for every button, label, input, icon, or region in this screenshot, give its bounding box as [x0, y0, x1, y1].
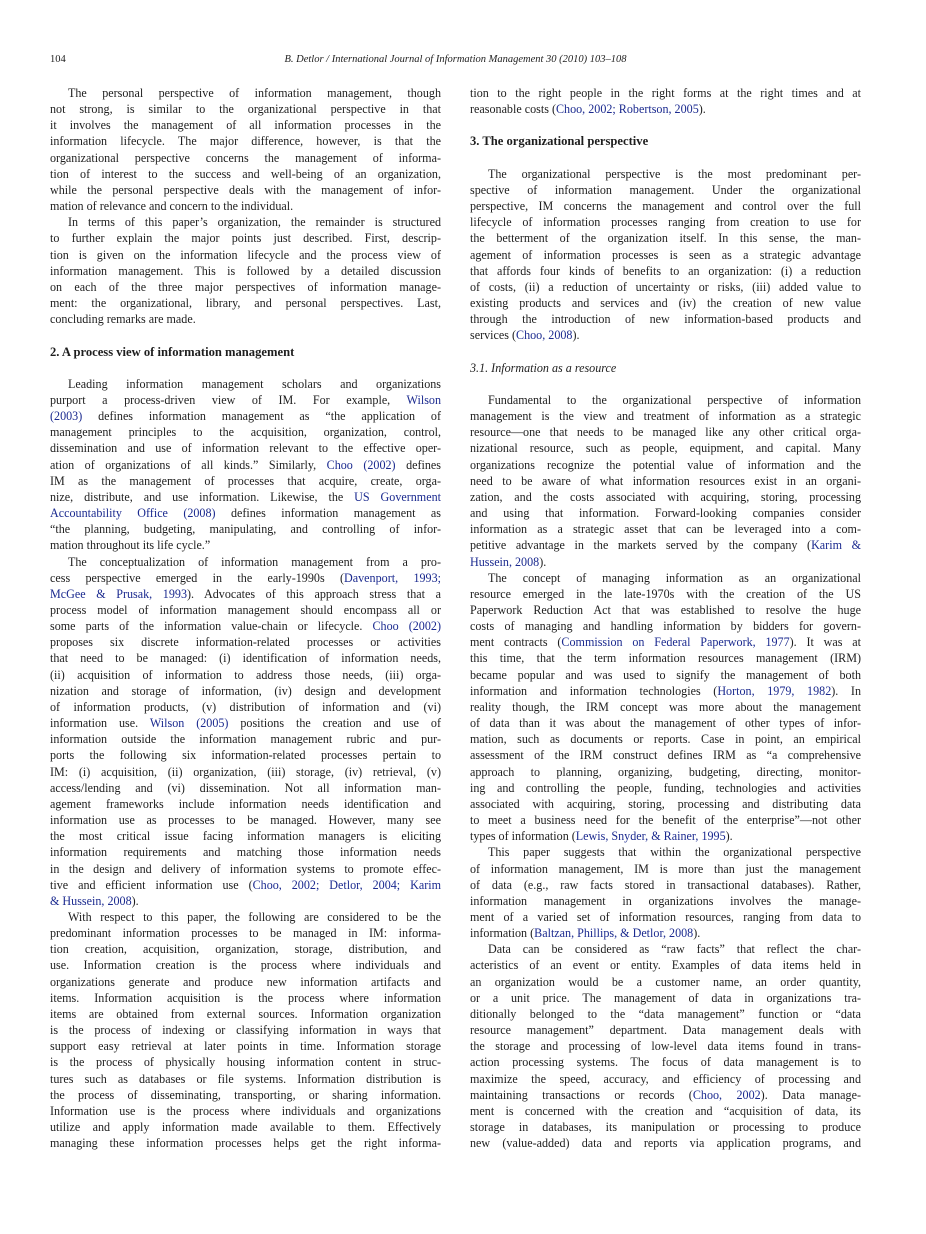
text-line: [470, 554, 861, 570]
text-line: [50, 586, 441, 602]
text-segment: ).: [539, 554, 547, 569]
text-line: [50, 85, 441, 101]
text-segment: tures such as databases or file systems. Information distribution is: [50, 1071, 441, 1086]
text-line: [50, 392, 441, 408]
text-line: [50, 1103, 441, 1119]
citation-link[interactable]: Wilson (2005): [149, 716, 229, 731]
text-segment: the most critical issue facing information managers is eliciting: [50, 829, 441, 844]
text-segment: tive and efficient information use (: [50, 877, 253, 892]
text-segment: ).: [131, 893, 139, 908]
text-segment: ).: [698, 102, 706, 117]
text-segment: new (value-added) data and reports via application programs, and: [470, 1136, 861, 1151]
text-line: [50, 117, 441, 133]
text-segment: ). Advocates of this approach stress that a: [187, 586, 442, 601]
text-line: [50, 861, 441, 877]
text-line: [470, 634, 861, 650]
text-line: [470, 198, 861, 214]
text-segment: spective of information management. Under the organizational: [470, 182, 861, 197]
citation-link[interactable]: McGee & Prusak, 1993: [50, 586, 187, 601]
text-segment: maintaining transactions or records (: [470, 1087, 693, 1102]
text-segment: approach to planning, organizing, budgeting, directing, monitor-: [470, 764, 861, 779]
text-line: [470, 828, 861, 844]
text-segment: not strong, is similar to the organizational perspective in that: [50, 102, 441, 117]
text-segment: “the planning, budgeting, manipulating, and controlling of infor-: [50, 522, 441, 537]
citation-link[interactable]: Choo (2002): [372, 619, 441, 634]
text-segment: of data (e.g., raw facts stored in transactional databases). Rather,: [470, 877, 861, 892]
text-line: [50, 230, 441, 246]
text-line: [470, 521, 861, 537]
text-line: [470, 1038, 861, 1054]
text-line: [50, 554, 441, 570]
citation-link[interactable]: Accountability Office (2008): [50, 506, 216, 521]
text-segment: to meet a business need for the benefit of the enterprise”—not other: [470, 813, 861, 828]
text-segment: information and information technologies (: [470, 683, 718, 698]
text-segment: action processing systems. The focus of data management is to: [470, 1055, 861, 1070]
text-segment: This paper suggests that within the organizational perspective: [488, 845, 861, 860]
citation-link[interactable]: (2003): [50, 409, 83, 424]
text-segment: became popular and was used to signify the management of both: [470, 667, 861, 682]
text-segment: managing these information processes helps get the right informa-: [50, 1136, 441, 1151]
text-segment: and using that information. Forward-looking companies consider: [470, 506, 861, 521]
text-line: [470, 877, 861, 893]
text-segment: costs of managing and handling information by bidders for govern-: [470, 619, 861, 634]
text-line: [50, 990, 441, 1006]
text-line: [470, 796, 861, 812]
text-line: [470, 85, 861, 101]
text-segment: dissemination and use of information relevant to the effective oper-: [50, 441, 441, 456]
text-segment: With respect to this paper, the following are considered to be the: [68, 909, 441, 924]
text-segment: cess perspective emerged in the early-1990s (: [50, 570, 345, 585]
blank-line: [50, 327, 441, 343]
text-line: [470, 440, 861, 456]
citation-link[interactable]: Hussein, 2008: [470, 554, 540, 569]
text-segment: of costs, (ii) a reduction of uncertainty or risks, (iii) added value to: [470, 279, 861, 294]
text-line: [470, 780, 861, 796]
text-line: [470, 473, 861, 489]
text-line: [470, 699, 861, 715]
text-segment: information management in organizations involves the manage-: [470, 893, 861, 908]
text-line: [470, 764, 861, 780]
text-segment: use. Information creation is the process where individuals and: [50, 958, 441, 973]
text-segment: organizations recognize the potential value of information and the: [470, 457, 861, 472]
paragraph: [470, 570, 861, 845]
text-line: [50, 570, 441, 586]
text-segment: ).: [572, 328, 580, 343]
text-line: [50, 1022, 441, 1038]
citation-link[interactable]: Lewis, Snyder, & Rainer, 1995: [575, 829, 726, 844]
text-segment: Paperwork Reduction Act that was established to resolve the huge: [470, 603, 861, 617]
text-line: [470, 408, 861, 424]
text-segment: of information management, IM is more than just the management: [470, 861, 861, 876]
text-line: [470, 650, 861, 666]
text-segment: positions the creation and use of: [228, 716, 441, 731]
text-line: [50, 537, 441, 553]
text-line: [470, 295, 861, 311]
text-segment: The organizational perspective is the most predominant per-: [488, 166, 861, 181]
section-heading: 3. The organizational perspective: [470, 134, 649, 149]
text-segment: ports the following six information-related processes pertain to: [50, 748, 441, 763]
text-line: [50, 683, 441, 699]
text-line: [50, 166, 441, 182]
paragraph: [470, 392, 861, 570]
text-segment: of information products, (v) distribution of information and (vi): [50, 699, 441, 714]
text-line: [50, 715, 441, 731]
text-segment: in the design and delivery of information systems to promote effec-: [50, 861, 441, 876]
text-segment: organizations generate and produce new information artifacts and: [50, 974, 441, 989]
paragraph: [50, 376, 441, 554]
citation-link[interactable]: Wilson: [406, 392, 441, 407]
text-line: [470, 214, 861, 230]
text-line: [50, 457, 441, 473]
text-segment: maximize the speed, accuracy, and efficiency of processing and: [470, 1071, 861, 1086]
text-line: [50, 602, 441, 618]
text-segment: ment of a varied set of information resources, ranging from data to: [470, 909, 861, 924]
paragraph: [470, 941, 861, 1151]
citation-link[interactable]: Horton, 1979, 1982: [717, 683, 832, 698]
text-segment: ation of organizations of all kinds.” Similarly,: [50, 457, 327, 472]
text-segment: information requirements and matching those information needs: [50, 845, 441, 860]
text-segment: reality though, the IRM concept was more about the management: [470, 699, 861, 714]
blank-line: [470, 117, 861, 133]
text-line: [50, 505, 441, 521]
text-line: [50, 974, 441, 990]
citation-link[interactable]: Choo, 2002; Robertson, 2005: [555, 102, 699, 117]
text-segment: defines: [395, 457, 441, 472]
text-segment: organizational perspective concerns the management of informa-: [50, 150, 441, 165]
text-line: [50, 408, 441, 424]
text-line: [470, 812, 861, 828]
text-segment: ).: [693, 926, 701, 941]
text-segment: purport a process-driven view of IM. For example,: [50, 392, 407, 407]
text-segment: the process of disseminating, transporting, or sharing information.: [50, 1087, 441, 1102]
text-line: [50, 618, 441, 634]
text-segment: information use.: [50, 716, 150, 731]
text-line: [50, 780, 441, 796]
text-segment: acteristics of an event or entity. Examples of data items held in: [470, 958, 861, 973]
text-segment: concluding remarks are made.: [50, 312, 196, 327]
text-line: [470, 1119, 861, 1135]
text-segment: of data than it was about the management of other types of infor-: [470, 716, 861, 731]
text-segment: lifecycle of information processes ranging from creation to use for: [470, 215, 861, 230]
text-line: [470, 602, 861, 618]
left-column: [50, 85, 441, 1151]
text-segment: ). It was at: [789, 635, 861, 650]
text-segment: Fundamental to the organizational perspective of information: [488, 392, 861, 407]
text-line: [470, 747, 861, 763]
text-segment: or a unit price. The management of data in organizations tra-: [470, 990, 861, 1005]
text-segment: process model of information management should encompass all or: [50, 603, 441, 617]
text-line: [470, 957, 861, 973]
text-segment: Leading information management scholars and organizations: [68, 376, 441, 391]
text-line: [50, 650, 441, 666]
page-number: 104: [50, 54, 66, 65]
text-segment: storage in databases, its manipulation or processing to produce: [470, 1120, 861, 1134]
text-line: [470, 861, 861, 877]
text-segment: tion creation, acquisition, organization, storage, distribution, and: [50, 942, 441, 957]
paragraph: [50, 85, 441, 214]
text-segment: the betterment of the organization itself. In this sense, the man-: [470, 231, 861, 246]
text-segment: management principles to the acquisition, organization, control,: [50, 425, 441, 440]
text-segment: (ii) acquisition of information to address those needs, (iii) orga-: [50, 667, 441, 682]
text-line: [470, 586, 861, 602]
text-segment: predominant information processes to be managed in IM: informa-: [50, 926, 441, 941]
text-segment: petitive advantage in the markets served by the company (: [470, 538, 812, 553]
section-heading: 2. A process view of information management: [50, 344, 295, 359]
text-line: [50, 747, 441, 763]
text-segment: the storage and processing of low-level data items found in trans-: [470, 1039, 861, 1054]
text-segment: nizational resource, such as people, equipment, and capital. Many: [470, 441, 861, 456]
text-segment: proposes six discrete information-related processes or activities: [50, 635, 441, 650]
text-segment: to further explain the major points just described. First, descrip-: [50, 231, 441, 246]
text-segment: some parts of the information value-chain or lifecycle.: [50, 619, 373, 634]
citation-link[interactable]: Choo, 2002; Detlor, 2004; Karim: [252, 877, 441, 892]
text-segment: access/lending and (vi) dissemination. Not all information man-: [50, 780, 441, 795]
text-segment: management is the view and treatment of information as a strategic: [470, 409, 861, 424]
text-segment: mation, such as documents or reports. Case in point, an empirical: [470, 732, 861, 747]
text-segment: tion to the right people in the right forms at the right times and at: [470, 86, 861, 100]
text-line: [470, 1022, 861, 1038]
text-line: [50, 295, 441, 311]
text-segment: mation throughout its life cycle.”: [50, 538, 211, 553]
text-line: [470, 618, 861, 634]
blank-line: [470, 376, 861, 392]
text-segment: The concept of managing information as an organizational: [488, 570, 861, 585]
text-line: [50, 198, 441, 214]
text-line: [470, 1135, 861, 1151]
text-line: [470, 279, 861, 295]
text-line: [470, 392, 861, 408]
text-line: [470, 537, 861, 553]
text-segment: ment is concerned with the creation and “acquisition of data, its: [470, 1103, 861, 1118]
citation-link[interactable]: Choo, 2002: [692, 1087, 761, 1102]
text-line: [470, 844, 861, 860]
text-line: [470, 683, 861, 699]
text-line: [470, 327, 861, 343]
text-line: [50, 1135, 441, 1151]
text-segment: services (: [470, 328, 517, 343]
text-line: [50, 796, 441, 812]
text-line: [50, 877, 441, 893]
text-segment: it involves the management of all information processes in the: [50, 118, 441, 133]
text-line: [470, 667, 861, 683]
text-line: [50, 957, 441, 973]
text-segment: IM: (i) acquisition, (ii) organization, (iii) storage, (iv) retrieval, (v): [50, 764, 441, 779]
paragraph: [470, 85, 861, 117]
text-segment: ing and controlling the people, funding, technologies and activities: [470, 780, 861, 795]
text-line: [470, 1071, 861, 1087]
text-line: [470, 489, 861, 505]
text-segment: an organization would be a customer name, an order quantity,: [470, 974, 861, 989]
text-line: [50, 764, 441, 780]
text-segment: ). In: [831, 683, 861, 698]
text-segment: on each of the three major perspectives of information manage-: [50, 279, 441, 294]
text-line: [50, 1071, 441, 1087]
text-segment: associated with acquiring, storing, processing and distributing data: [470, 796, 861, 811]
text-segment: ment: the organizational, library, and personal perspectives. Last,: [50, 296, 441, 311]
text-line: [50, 731, 441, 747]
text-line: [470, 247, 861, 263]
text-line: [50, 828, 441, 844]
text-line: [50, 489, 441, 505]
text-line: [50, 150, 441, 166]
running-header: B. Detlor / International Journal of Information Management 30 (2010) 103–108: [284, 54, 627, 65]
text-segment: ).: [725, 829, 733, 844]
text-segment: information use as processes to be managed. However, many see: [50, 813, 441, 828]
text-line: [50, 667, 441, 683]
text-line: [470, 1054, 861, 1070]
text-segment: perspective, IM concerns the management and control over the full: [470, 199, 861, 214]
text-line: [470, 990, 861, 1006]
text-line: [470, 166, 861, 182]
text-line: [470, 570, 861, 586]
text-line: [470, 974, 861, 990]
text-line: [470, 457, 861, 473]
text-line: [470, 263, 861, 279]
text-segment: information (: [470, 926, 535, 941]
text-segment: agement frameworks include information needs identification and: [50, 796, 441, 811]
citation-link[interactable]: Karim &: [811, 538, 861, 553]
text-line: [470, 941, 861, 957]
text-segment: ditionally belonged to the “data management” function or “data: [470, 1006, 861, 1021]
blank-line: [470, 344, 861, 360]
text-line: [50, 844, 441, 860]
citation-link[interactable]: US Government: [354, 489, 441, 504]
text-segment: information as a strategic asset that can be leveraged into a com-: [470, 522, 861, 537]
text-line: [50, 182, 441, 198]
text-segment: that affords four kinds of benefits to an organization: (i) a reduction: [470, 263, 861, 278]
text-segment: Data can be considered as “raw facts” that reflect the char-: [488, 942, 861, 957]
text-segment: items are obtained from external sources. Information organization: [50, 1006, 441, 1021]
right-column: [470, 85, 861, 1151]
text-segment: mation of relevance and concern to the individual.: [50, 199, 294, 214]
text-line: [470, 715, 861, 731]
text-segment: IM as the management of processes that acquire, create, orga-: [50, 473, 441, 488]
text-line: [50, 133, 441, 149]
citation-link[interactable]: Choo (2002): [326, 457, 396, 472]
text-segment: resource management” department. Data management deals with: [470, 1023, 861, 1038]
text-segment: reasonable costs (: [470, 102, 556, 117]
text-line: [470, 731, 861, 747]
text-line: [50, 376, 441, 392]
text-line: [50, 1006, 441, 1022]
text-line: [50, 279, 441, 295]
text-line: [50, 424, 441, 440]
text-line: [470, 909, 861, 925]
text-segment: nization and storage of information, (iv) design and development: [50, 683, 441, 698]
text-segment: ). Data manage-: [760, 1087, 861, 1102]
text-segment: Information use is the process where individuals and organizations: [50, 1103, 441, 1118]
text-segment: defines information management as “the application of: [82, 409, 441, 424]
text-line: [50, 634, 441, 650]
text-segment: that need to be managed: (i) identification of information needs,: [50, 651, 441, 666]
text-line: [50, 1119, 441, 1135]
text-line: [470, 424, 861, 440]
paragraph: [50, 214, 441, 327]
text-line: [50, 925, 441, 941]
text-segment: zation, and the costs associated with acquiring, storing, processing: [470, 489, 861, 504]
text-segment: through the introduction of new information-based products and: [470, 312, 861, 327]
text-line: [470, 1087, 861, 1103]
text-line: [50, 101, 441, 117]
text-segment: utilize and apply information made available to them. Effectively: [50, 1120, 441, 1134]
text-segment: is the process of physically housing information content in struc-: [50, 1055, 441, 1070]
text-line: [50, 214, 441, 230]
text-segment: need to be aware of what information resources exist in an organi-: [470, 473, 861, 488]
text-segment: support easy retrieval at later points in time. Information storage: [50, 1039, 441, 1054]
text-segment: types of information (: [470, 829, 576, 844]
text-line: [50, 941, 441, 957]
text-segment: this time, that the term information resources management (IRM): [470, 651, 861, 666]
text-line: [50, 521, 441, 537]
text-segment: tion is given on the information lifecycle and the process view of: [50, 247, 441, 262]
text-line: [50, 812, 441, 828]
paragraph: [470, 166, 861, 344]
text-segment: resource—one that needs to be managed like any other critical orga-: [470, 425, 861, 440]
text-line: [50, 1038, 441, 1054]
text-line: [470, 101, 861, 117]
text-line: [470, 1103, 861, 1119]
text-segment: defines information management as: [215, 506, 441, 521]
citation-link[interactable]: Davenport, 1993;: [344, 570, 441, 585]
text-line: [50, 263, 441, 279]
text-segment: existing products and services and (iv) the creation of new value: [470, 296, 861, 311]
paragraph: [50, 909, 441, 1151]
text-segment: The conceptualization of information management from a pro-: [68, 554, 441, 569]
text-segment: tion of interest to the success and well-being of an organization,: [50, 166, 441, 181]
blank-line: [470, 150, 861, 166]
text-line: [50, 893, 441, 909]
text-segment: is the process of indexing or classifying information in ways that: [50, 1023, 441, 1038]
text-line: [470, 1006, 861, 1022]
text-line: [50, 1087, 441, 1103]
citation-link[interactable]: & Hussein, 2008: [50, 893, 132, 908]
text-line: [50, 440, 441, 456]
text-segment: In terms of this paper’s organization, the remainder is structured: [68, 215, 441, 230]
subsection-heading: 3.1. Information as a resource: [470, 360, 617, 375]
citation-link[interactable]: Baltzan, Phillips, & Detlor, 2008: [534, 926, 694, 941]
text-line: [50, 1054, 441, 1070]
text-line: [470, 182, 861, 198]
text-line: [470, 505, 861, 521]
text-line: [50, 311, 441, 327]
text-segment: nize, distribute, and use information. Likewise, the: [50, 489, 355, 504]
text-line: [50, 473, 441, 489]
citation-link[interactable]: Commission on Federal Paperwork, 1977: [561, 635, 790, 650]
paragraph: [50, 554, 441, 909]
text-segment: assessment of the IRM construct defines IRM as “a comprehensive: [470, 748, 861, 763]
text-segment: agement of information processes is seen as a strategic advantage: [470, 247, 861, 262]
paragraph: [470, 844, 861, 941]
text-segment: information management. This is followed by a detailed discussion: [50, 263, 441, 278]
text-segment: ment contracts (: [470, 635, 562, 650]
text-segment: The personal perspective of information management, though: [68, 86, 441, 100]
text-line: [470, 311, 861, 327]
text-line: [470, 925, 861, 941]
text-segment: while the personal perspective deals with the management of infor-: [50, 182, 441, 197]
text-line: [470, 893, 861, 909]
text-segment: items. Information acquisition is the process where information: [50, 990, 441, 1005]
text-line: [50, 699, 441, 715]
citation-link[interactable]: Choo, 2008: [516, 328, 573, 343]
text-segment: information outside the information management rubric and pur-: [50, 732, 441, 747]
blank-line: [50, 360, 441, 376]
text-line: [470, 230, 861, 246]
text-line: [50, 247, 441, 263]
text-segment: information lifecycle. The major difference, however, is that the: [50, 134, 441, 149]
text-segment: resource emerged in the late-1970s with the creation of the US: [470, 586, 861, 601]
text-line: [50, 909, 441, 925]
